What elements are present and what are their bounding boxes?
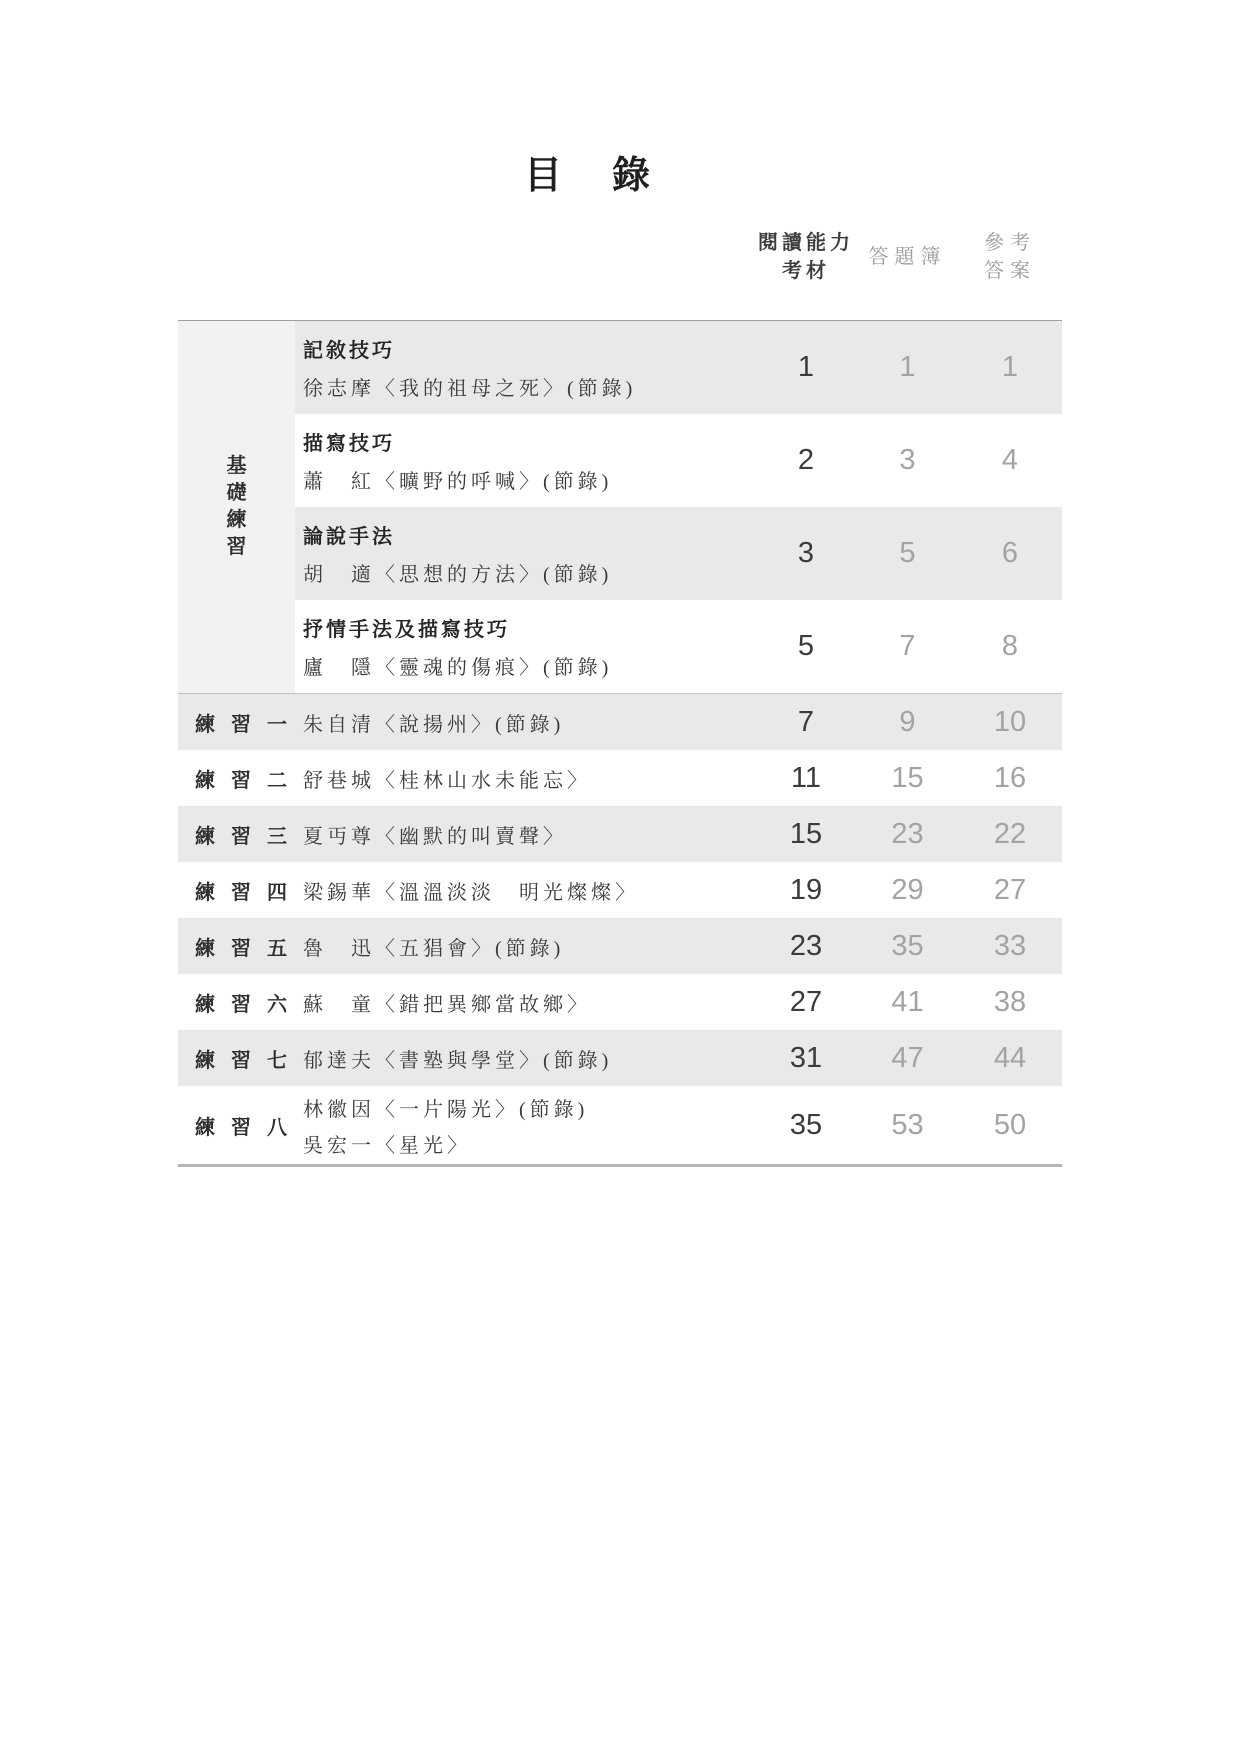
page-reading: 15 (789, 817, 823, 850)
basic-practice-rows (295, 321, 1062, 693)
row-source: 徐志摩〈我的祖母之死〉(節錄) (303, 378, 637, 400)
page-answer-book: 3 (899, 444, 916, 476)
row-source: 蘇 童〈錯把異鄉當故鄉〉 (303, 993, 591, 1016)
table-header (178, 222, 1062, 292)
header-col-reading-line2: 考材 (782, 260, 830, 282)
table-row-exercise-4 (178, 862, 1062, 918)
header-col-reference-line1: 參考 (984, 232, 1036, 254)
page-answer-book: 1 (899, 351, 916, 383)
page-answer-book: 23 (891, 817, 924, 850)
page-reading: 3 (797, 537, 815, 569)
row-skill-title: 描寫技巧 (303, 433, 395, 455)
header-col-reference-line2: 答案 (984, 260, 1036, 282)
page-reading: 27 (789, 985, 823, 1018)
exercise-label: 練習三 (195, 825, 287, 848)
row-source-2: 吳宏一〈星光〉 (303, 1134, 471, 1157)
page-reference: 38 (993, 985, 1027, 1018)
row-skill-title: 抒情手法及描寫技巧 (303, 619, 510, 641)
page-reference: 8 (1001, 630, 1019, 662)
page-reference: 22 (993, 817, 1027, 850)
row-source: 胡 適〈思想的方法〉(節錄) (303, 564, 613, 586)
exercise-label: 練習五 (195, 937, 287, 960)
page-reading: 2 (797, 444, 815, 476)
row-source: 夏丏尊〈幽默的叫賣聲〉 (303, 825, 567, 848)
header-col-answer-book (857, 243, 958, 271)
exercise-label: 練習七 (195, 1049, 287, 1072)
page-reading: 31 (789, 1041, 823, 1074)
table-row-exercise-3 (178, 806, 1062, 862)
page-reference: 4 (1001, 444, 1019, 476)
page-reading: 5 (797, 630, 815, 662)
page-answer-book: 9 (899, 705, 916, 738)
page-reading: 1 (797, 351, 815, 383)
row-source: 梁錫華〈溫溫淡淡 明光燦燦〉 (303, 881, 639, 904)
basic-label-char: 習 (226, 536, 247, 558)
table-row-exercise-5 (178, 918, 1062, 974)
table-row-basic-4 (295, 600, 1062, 693)
exercise-label: 練習八 (195, 1116, 287, 1139)
row-source: 舒巷城〈桂林山水未能忘〉 (303, 769, 591, 792)
page-reference: 1 (1001, 351, 1019, 383)
table-row-exercise-6 (178, 974, 1062, 1030)
header-col-reading-materials (755, 229, 857, 285)
table-row-basic-3 (295, 507, 1062, 600)
page-reading: 35 (789, 1108, 823, 1141)
header-col-reference-answers (958, 229, 1062, 285)
row-skill-title: 記敘技巧 (303, 340, 395, 362)
page-title: 目 錄 (523, 155, 656, 197)
page-reference: 44 (993, 1041, 1027, 1074)
page-reference: 6 (1001, 537, 1019, 569)
page-reading: 7 (797, 705, 815, 738)
table-row-exercise-2 (178, 750, 1062, 806)
toc-table (178, 320, 1062, 1167)
page-answer-book: 7 (899, 630, 916, 662)
basic-label-char: 礎 (226, 482, 247, 504)
row-source: 林徽因〈一片陽光〉(節錄) (303, 1098, 589, 1121)
table-row-basic-1 (295, 321, 1062, 414)
page-reading: 19 (789, 873, 823, 906)
page-reading: 11 (790, 761, 822, 794)
page-reference: 50 (993, 1108, 1027, 1141)
basic-label-char: 基 (226, 455, 247, 477)
page-answer-book: 47 (891, 1041, 924, 1074)
basic-label-char: 練 (226, 509, 247, 531)
row-skill-title: 論說手法 (303, 526, 395, 548)
basic-practice-label (178, 321, 295, 693)
row-source: 廬 隱〈靈魂的傷痕〉(節錄) (303, 657, 613, 679)
page-answer-book: 15 (891, 761, 924, 794)
row-source: 郁達夫〈書塾與學堂〉(節錄) (303, 1049, 613, 1072)
page-reference: 33 (993, 929, 1027, 962)
page-reading: 23 (789, 929, 823, 962)
exercise-label: 練習一 (195, 713, 287, 736)
row-source: 蕭 紅〈曠野的呼喊〉(節錄) (303, 471, 613, 493)
page-answer-book: 53 (891, 1108, 924, 1141)
exercise-label: 練習二 (195, 769, 287, 792)
table-row-exercise-7 (178, 1030, 1062, 1086)
page-answer-book: 41 (891, 985, 924, 1018)
page-reference: 10 (993, 705, 1027, 738)
exercise-label: 練習六 (195, 993, 287, 1016)
table-row-exercise-1 (178, 694, 1062, 750)
page-reference: 16 (993, 761, 1027, 794)
basic-practice-section (178, 321, 1062, 694)
row-source: 魯 迅〈五猖會〉(節錄) (303, 937, 565, 960)
header-col-answer-book-label: 答題簿 (868, 246, 947, 268)
page-answer-book: 29 (891, 873, 924, 906)
page-reference: 27 (993, 873, 1027, 906)
table-row-exercise-8 (178, 1086, 1062, 1164)
row-source: 朱自清〈說揚州〉(節錄) (303, 713, 565, 736)
page-answer-book: 35 (891, 929, 924, 962)
exercise-label: 練習四 (195, 881, 287, 904)
header-col-reading-line1: 閱讀能力 (758, 232, 854, 254)
table-row-basic-2 (295, 414, 1062, 507)
page-answer-book: 5 (899, 537, 916, 569)
